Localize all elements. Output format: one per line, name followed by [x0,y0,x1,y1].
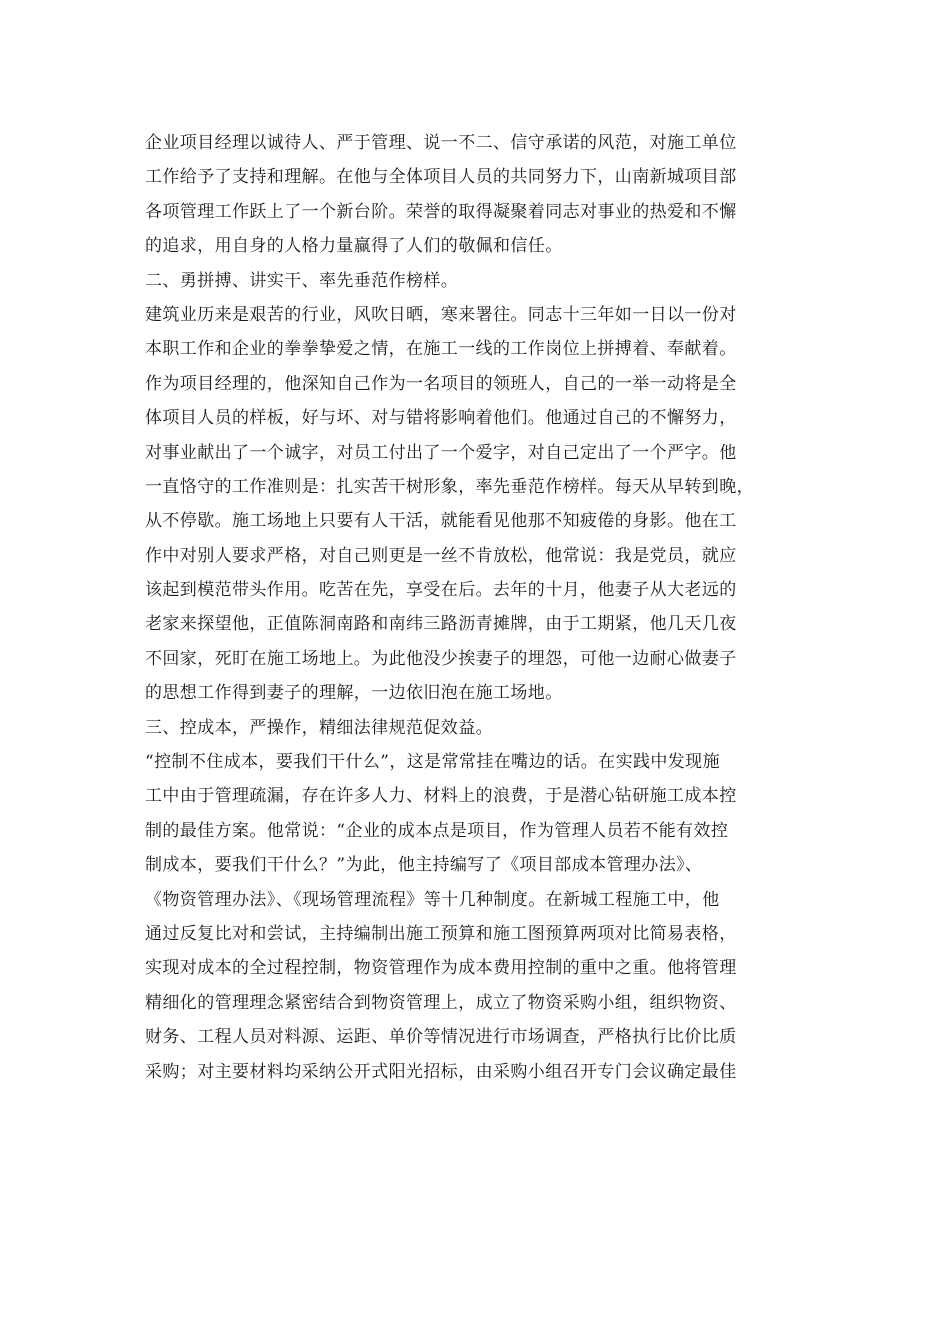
text-line: 作为项目经理的，他深知自己作为一名项目的领班人，自己的一举一动将是全 [145,373,737,394]
text-line: 本职工作和企业的拳拳挚爱之情，在施工一线的工作岗位上拼搏着、奉献着。 [145,339,737,360]
text-line: 《物资管理办法》、《现场管理流程》等十几种制度。在新城工程施工中，他 [145,889,720,910]
text-line: 采购；对主要材料均采纳公开式阳光招标，由采购小组召开专门会议确定最佳 [145,1061,737,1082]
text-line: 财务、工程人员对料源、运距、单价等情况进行市场调查，严格执行比价比质 [145,1027,737,1048]
text-line: 作中对别人要求严格，对自己则更是一丝不肯放松，他常说：我是党员，就应 [145,545,737,566]
text-line: 实现对成本的全过程控制，物资管理作为成本费用控制的重中之重。他将管理 [145,958,737,979]
text-line: 制的最佳方案。他常说：“企业的成本点是项目，作为管理人员若不能有效控 [145,820,729,841]
text-line: 老家来探望他，正值陈洞南路和南纬三路沥青摊牌，由于工期紧，他几天几夜 [145,614,737,635]
text-line: 各项管理工作跃上了一个新台阶。荣誉的取得凝聚着同志对事业的热爱和不懈 [145,201,737,222]
text-line: 通过反复比对和尝试，主持编制出施工预算和施工图预算两项对比简易表格， [145,923,737,944]
text-line: 该起到模范带头作用。吃苦在先，享受在后。去年的十月，他妻子从大老远的 [145,580,737,601]
document-body [145,126,805,1089]
text-line: 精细化的管理理念紧密结合到物资管理上，成立了物资采购小组，组织物资、 [145,992,737,1013]
text-line: 的思想工作得到妻子的理解，一边依旧泡在施工场地。 [145,683,563,704]
section-heading: 二、勇拼搏、讲实干、率先垂范作榜样。 [145,270,459,291]
text-line: 工中由于管理疏漏，存在许多人力、材料上的浪费，于是潜心钻研施工成本控 [145,786,737,807]
text-line: 工作给予了支持和理解。在他与全体项目人员的共同努力下，山南新城项目部 [145,167,737,188]
text-line: “控制不住成本，要我们干什么”，这是常常挂在嘴边的话。在实践中发现施 [145,752,720,773]
text-line: 一直恪守的工作准则是：扎实苦干树形象，率先垂范作榜样。每天从早转到晚， [145,476,754,497]
text-line: 从不停歇。施工场地上只要有人干活，就能看见他那不知疲倦的身影。他在工 [145,511,737,532]
text-line: 对事业献出了一个诚字，对员工付出了一个爱字，对自己定出了一个严字。他 [145,442,737,463]
text-line: 制成本，要我们干什么？”为此，他主持编写了《项目部成本管理办法》、 [145,855,703,876]
text-line: 不回家，死盯在施工场地上。为此他没少挨妻子的埋怨，可他一边耐心做妻子 [145,648,737,669]
text-line: 企业项目经理以诚待人、严于管理、说一不二、信守承诺的风范，对施工单位 [145,133,737,153]
text-line: 体项目人员的样板，好与坏、对与错将影响着他们。他通过自己的不懈努力， [145,408,737,429]
text-line: 建筑业历来是艰苦的行业，风吹日晒，寒来署往。同志十三年如一日以一份对 [145,304,737,325]
text-line: 的追求，用自身的人格力量赢得了人们的敬佩和信任。 [145,236,563,257]
section-heading: 三、控成本，严操作，精细法律规范促效益。 [145,717,493,738]
